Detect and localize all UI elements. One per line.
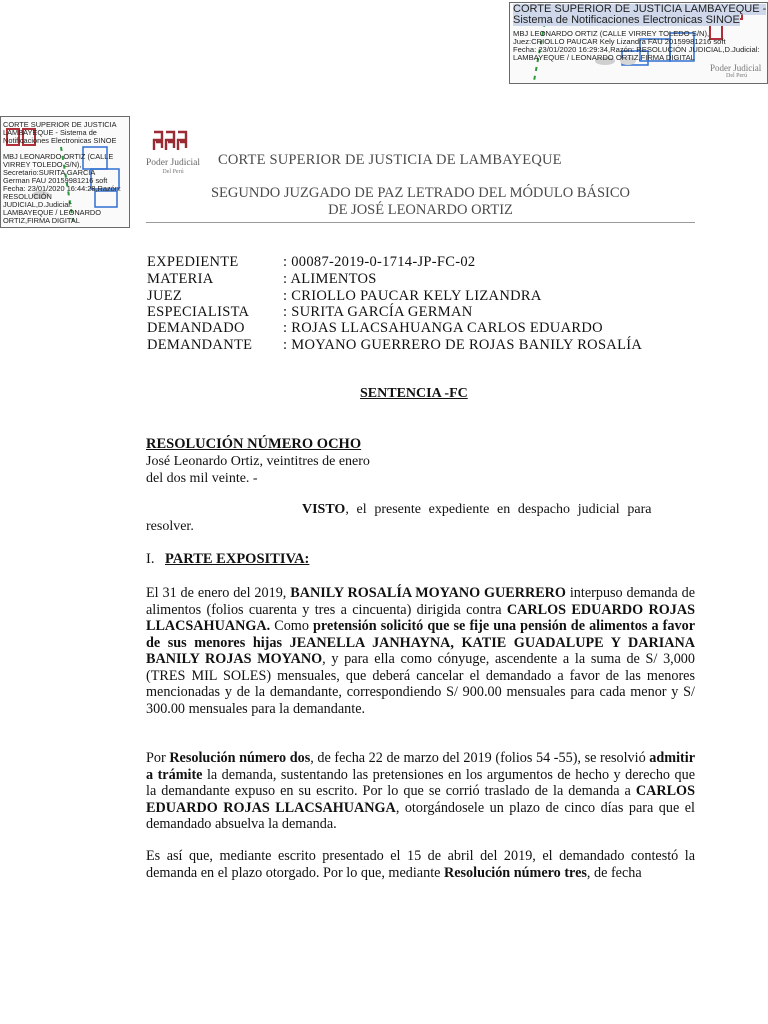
visto-bold: VISTO (302, 502, 346, 517)
stamp-line: Secretario:SURITA GARCIA (3, 168, 96, 177)
p3-bold: Resolución número tres (443, 864, 587, 881)
stamp-line: German FAU 20159981216 soft (3, 176, 108, 185)
p1-bold: pretensión solicitó que se fije una pensión de alimentos a favor de sus menores hijas JEANELLA JANHAYNA, KATIE GUADALUPE Y DARIANA BANILY ROJAS MOYANO (146, 618, 695, 667)
header-divider (146, 222, 695, 223)
p2-bold: CARLOS EDUARDO ROJAS LLACSAHUANGA (146, 783, 695, 816)
section-title: PARTE EXPOSITIVA: (165, 551, 310, 567)
document-title: SENTENCIA -FC (360, 386, 468, 401)
case-label-especialista: ESPECIALISTA (147, 304, 250, 320)
visto-line-2: resolver. (146, 519, 194, 534)
digital-signature-stamp-secretary (0, 116, 130, 228)
case-label-juez: JUEZ (147, 288, 183, 304)
stamp-line: JUDICIAL,D.Judicial: (3, 200, 72, 209)
stamp-line: Notificaciones Electronicas SINOE (3, 136, 117, 145)
p2-text: , otorgándosele un plazo de cinco días para que el demandado absuelva la demanda. (146, 799, 695, 832)
stamp-line: LAMBAYEQUE / LEONARDO (3, 208, 102, 217)
resolution-place-date-1: José Leonardo Ortiz, veintitres de enero (146, 454, 370, 469)
stamp-line: LAMBAYEQUE - Sistema de (3, 128, 97, 137)
case-value-materia: : ALIMENTOS (283, 271, 377, 287)
p3-text: , de fecha (586, 864, 642, 881)
p2-bold: Resolución número dos (169, 750, 311, 766)
poder-judicial-emblem-icon (136, 128, 208, 160)
stamp-line: Sistema de Notificaciones Electronicas SINOE (513, 14, 740, 26)
p1-bold: BANILY ROSALÍA MOYANO GUERRERO (290, 585, 566, 601)
stamp-line: ORTIZ,FIRMA DIGITAL (3, 216, 80, 225)
stamp-line: Fecha: 23/01/2020 16:44:28,Razón: (3, 184, 121, 193)
stamp-line: Fecha: 23/01/2020 16:29:34,Razón: RESOLUCIÓN JUDICIAL,D.Judicial: (513, 45, 760, 54)
stamp-logo-sub: Del Perú (726, 73, 748, 79)
p1-text: El 31 de enero del 2019, (146, 585, 291, 601)
stamp-logo-text: Poder Judicial (710, 63, 762, 73)
case-label-expediente: EXPEDIENTE (147, 254, 239, 270)
case-label-demandado: DEMANDADO (147, 320, 245, 336)
stamp-line: VIRREY TOLEDO S/N), (3, 160, 82, 169)
paragraph-2 (146, 750, 695, 833)
stamp-line: CORTE SUPERIOR DE JUSTICIA (3, 120, 117, 129)
p1-bold: CARLOS EDUARDO ROJAS LLACSAHUANGA. (146, 601, 695, 634)
court-name: CORTE SUPERIOR DE JUSTICIA DE LAMBAYEQUE (218, 152, 562, 168)
case-value-expediente: : 00087-2019-0-1714-JP-FC-02 (283, 254, 476, 270)
case-value-demandante: : MOYANO GUERRERO DE ROJAS BANILY ROSALÍA (283, 337, 643, 353)
case-value-demandado: : ROJAS LLACSAHUANGA CARLOS EDUARDO (283, 320, 603, 336)
resolution-heading: RESOLUCIÓN NÚMERO OCHO (146, 436, 362, 452)
paragraph-1 (146, 585, 695, 717)
court-office-line-1: SEGUNDO JUZGADO DE PAZ LETRADO DEL MÓDULO BÁSICO (210, 185, 631, 201)
stamp-line: RESOLUCIÓN (3, 192, 52, 201)
case-value-juez: : CRIOLLO PAUCAR KELY LIZANDRA (283, 288, 542, 304)
p2-text: , de fecha 22 de marzo del 2019 (folios 54 -55), se resolvió (310, 750, 650, 766)
case-label-demandante: DEMANDANTE (147, 337, 253, 353)
logo-text: Poder Judicial (145, 158, 201, 168)
poder-judicial-logo (136, 128, 208, 180)
p2-bold: admitir a trámite (146, 750, 695, 783)
p1-text: interpuso demanda de alimentos (folios cuarenta y tres a cincuenta) dirigida contra (146, 585, 696, 618)
p1-text: Como (270, 618, 314, 634)
stamp-line: Juez:CRIOLLO PAUCAR Kely Lizandra FAU 20159981216 soft (513, 37, 726, 46)
section-number: I. (146, 551, 155, 567)
logo-sub: Del Perú (162, 169, 184, 175)
stamp-line: MBJ LEONARDO ORTIZ (CALLE (3, 152, 114, 161)
p2-text: Por (146, 750, 170, 766)
case-label-materia: MATERIA (147, 271, 214, 287)
p3-text: Es así que, mediante escrito presentado el 15 de abril del 2019, el demandado contestó la demanda en el plazo otorgado. Por lo que, mediante (146, 848, 695, 881)
paragraph-3 (146, 848, 695, 881)
stamp-line: LAMBAYEQUE / LEONARDO ORTIZ,FIRMA DIGITAL (513, 53, 695, 62)
stamp-line: MBJ LEONARDO ORTIZ (CALLE VIRREY TOLEDO S/N), (513, 29, 710, 38)
court-office-line-2: DE JOSÉ LEONARDO ORTIZ (328, 202, 513, 218)
resolution-place-date-2: del dos mil veinte. - (146, 471, 258, 486)
digital-signature-stamp-judge (509, 2, 768, 84)
case-value-especialista: : SURITA GARCÍA GERMAN (283, 304, 473, 320)
stamp-line: CORTE SUPERIOR DE JUSTICIA LAMBAYEQUE - (513, 3, 767, 15)
p2-text: la demanda, sustentando las pretensiones en los argumentos de hecho y derecho que la demandante expuso en su escrito. Por lo que se corrió traslado de la demanda a (146, 766, 695, 799)
p1-text: , y para ella como cónyuge, ascendente a la suma de S/ 3,000 (TRES MIL SOLES) mensuales, que deberá cancelar el demandado a favor de las menores mencionadas y de la demandante, correspondiendo S/ 900.00 mensuales para cada menor y S/ 300.00 mensuales para la demandante. (146, 651, 695, 717)
visto-line (302, 502, 695, 518)
visto-text: , el presente expediente en despacho judicial para (345, 502, 652, 517)
